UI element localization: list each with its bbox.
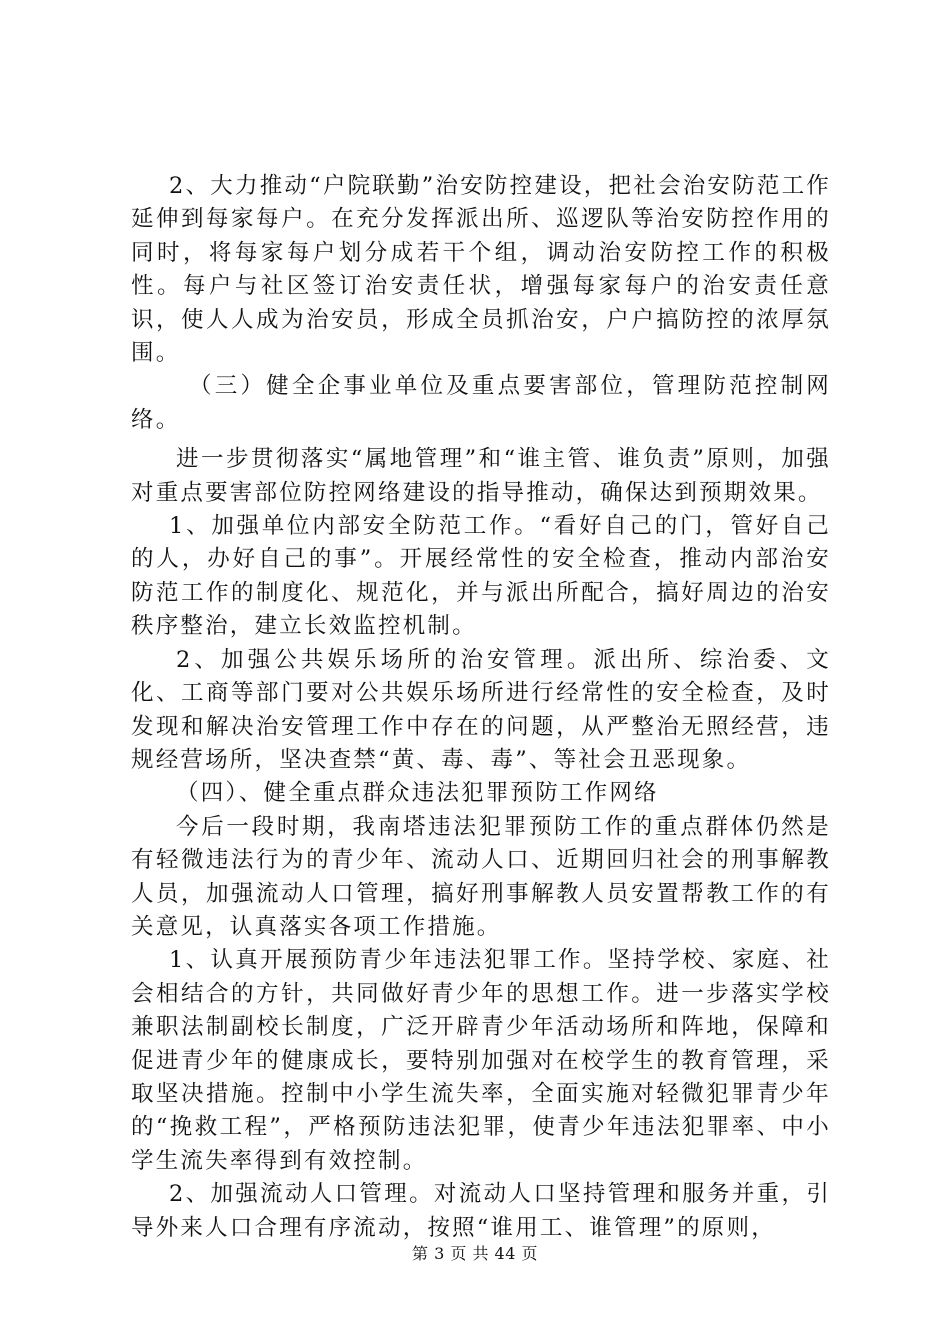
section-heading-4: （四）、健全重点群众违法犯罪预防工作网络 (176, 780, 659, 807)
page-footer: 第 3 页 共 44 页 (412, 1244, 538, 1263)
paragraph-key-groups: 今后一段时期，我南塔违法犯罪预防工作的重点群体仍然是有轻微违法行为的青少年、流动人口、近期回归社会的刑事解教人员，加强流动人口管理，搞好刑事解教人员安置帮教工作的有关意见，认真落实各项工作措施。 (131, 813, 831, 940)
paragraph-territorial-management: 进一步贯彻落实“属地管理”和“谁主管、谁负责”原则，加强对重点要害部位防控网络建设的指导推动，确保达到预期效果。 (131, 446, 831, 506)
paragraph-youth-crime-prevention: 1、认真开展预防青少年违法犯罪工作。坚持学校、家庭、社会相结合的方针，共同做好青少年的思想工作。进一步落实学校兼职法制副校长制度，广泛开辟青少年活动场所和阵地，保障和促进青少年的健康成长，要特别加强对在校学生的教育管理，采取坚决措施。控制中小学生流失率，全面实施对轻微犯罪青少年的“挽救工程”，严格预防违法犯罪，使青少年违法犯罪率、中小学生流失率得到有效控制。 (131, 947, 831, 1174)
document-body (131, 170, 831, 1245)
paragraph-internal-security: 1、加强单位内部安全防范工作。“看好自己的门，管好自己的人，办好自己的事”。开展经常性的安全检查，推动内部治安防范工作的制度化、规范化，并与派出所配合，搞好周边的治安秩序整治，建立长效监控机制。 (131, 513, 831, 640)
paragraph-entertainment-venues: 2、加强公共娱乐场所的治安管理。派出所、综治委、文化、工商等部门要对公共娱乐场所进行经常性的安全检查，及时发现和解决治安管理工作中存在的问题，从严整治无照经营，违规经营场所，坚决查禁“黄、毒、毒”、等社会丑恶现象。 (131, 646, 831, 773)
section-heading-3: （三）健全企事业单位及重点要害部位，管理防范控制网络。 (131, 373, 831, 433)
paragraph-household-security: 2、大力推动“户院联勤”治安防控建设，把社会治安防范工作延伸到每家每户。在充分发挥派出所、巡逻队等治安防控作用的同时，将每家每户划分成若干个组，调动治安防控工作的积极性。每户与社区签订治安责任状，增强每家每户的治安责任意识，使人人成为治安员，形成全员抓治安，户户搞防控的浓厚氛围。 (131, 173, 831, 367)
paragraph-floating-population: 2、加强流动人口管理。对流动人口坚持管理和服务并重，引导外来人口合理有序流动，按照“谁用工、谁管理”的原则， (131, 1181, 831, 1241)
